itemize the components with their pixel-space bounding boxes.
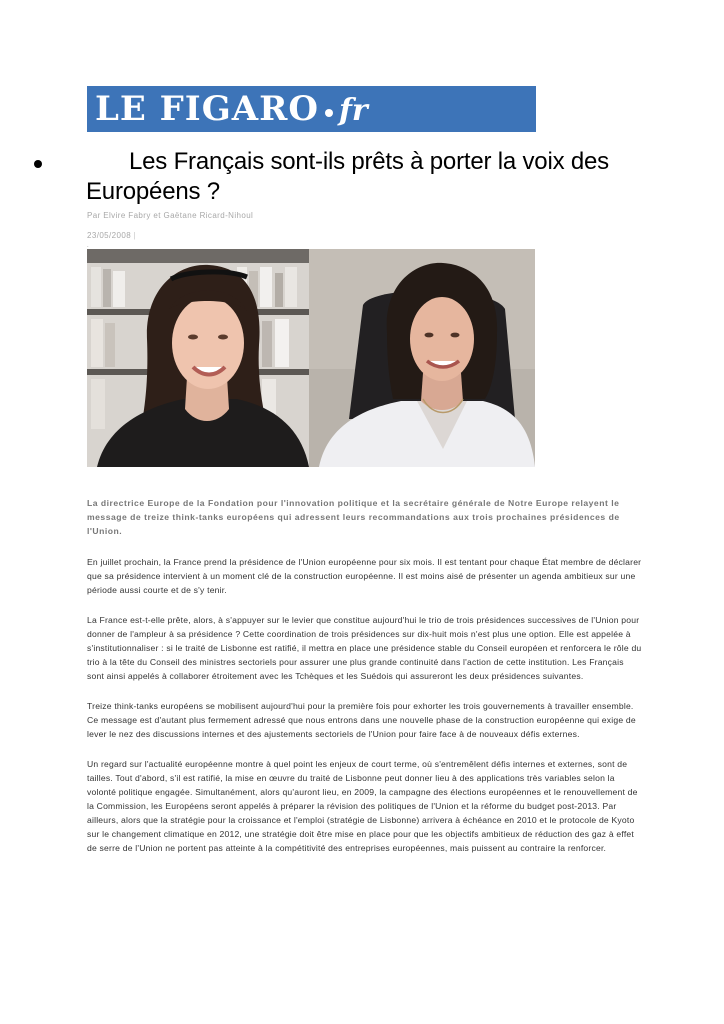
- date-separator: |: [133, 231, 137, 240]
- logo-tld: fr: [339, 93, 368, 128]
- le-figaro-logo[interactable]: [87, 86, 536, 132]
- small-mark: .: [87, 243, 89, 249]
- article-body: [87, 555, 642, 871]
- article-date: 23/05/2008: [87, 231, 132, 240]
- paragraph: En juillet prochain, la France prend la présidence de l'Union européenne pour six mois. Il est tentant pour chaque État membre de déclarer que sa présidence intervient à un moment clé de la construction européenne. Il est moins aisé de présenter un agenda ambitieux sur une période aussi courte et de s'y tenir.: [87, 557, 642, 595]
- paragraph: La France est-t-elle prête, alors, à s'appuyer sur le levier que constitue aujourd'hui le trio de trois présidences successives de l'Union pour donner de l'ampleur à sa présidence ? Cette coordination de trois présidences sur dix-huit mois n'est plus une option. Elle est appelée à s'institutionnaliser : si le traité de Lisbonne est ratifié, il mettra en place une présidence stable du Conseil européen et renforcera le rôle du trio à la tête du Conseil des ministres sectoriels pour assurer une plus grande continuité dans l'action de cette institution. Les Français sont ainsi appelés à collaborer étroitement avec les Tchèques et les Suédois qui assureront les deux présidences suivantes.: [87, 615, 642, 681]
- bullet-icon: [34, 160, 42, 168]
- paragraph: Treize think-tanks européens se mobilisent aujourd'hui pour la première fois pour exhorter les trois gouvernements à travailler ensemble. Ce message est d'autant plus fermement adressé que nous entrons dans une nouvelle phase de la construction européenne qui exige de lever le nez des discussions internes et des ajustements sectoriels de l'Union pour faire face à de nouveaux défis externes.: [87, 701, 636, 739]
- article-photo: [87, 249, 535, 467]
- article-byline: Par Elvire Fabry et Gaëtane Ricard-Nihoul: [87, 211, 254, 220]
- paragraph: Un regard sur l'actualité européenne montre à quel point les enjeux de court terme, où s'entremêlent défis internes et externes, sont de tailles. Tout d'abord, s'il est ratifié, la mise en œuvre du traité de Lisbonne peut donner lieu à des applications très variables selon la volonté politique engagée. Simultanément, alors qu'auront lieu, en 2009, la campagne des élections européennes et le renouvellement de la Commission, les Européens seront appelés à préparer la révision des politiques de l'Union et la réforme du budget post-2013. Par ailleurs, alors que la stratégie pour la croissance et l'emploi (stratégie de Lisbonne) arrivera à échéance en 2010 et le protocole de Kyoto sur le changement climatique en 2012, une stratégie doit être mise en place pour que les objectifs ambitieux de réduction des gaz à effet de serre de l'Union ne portent pas atteinte à la compétitivité des entreprises européennes, mais puissent au contraire la renforcer.: [87, 759, 638, 853]
- photo-caption: La directrice Europe de la Fondation pour l'innovation politique et la secrétaire générale de Notre Europe relayent le message de treize think-tanks européens qui adressent leurs recommandations aux trois prochaines présidences de l'Union.: [87, 498, 620, 536]
- logo-name: LE FIGARO: [95, 89, 319, 129]
- article-title: Les Français sont-ils prêts à porter la voix des Européens ?: [86, 148, 609, 205]
- logo-dot: [325, 109, 333, 117]
- article-date-line: [87, 231, 136, 240]
